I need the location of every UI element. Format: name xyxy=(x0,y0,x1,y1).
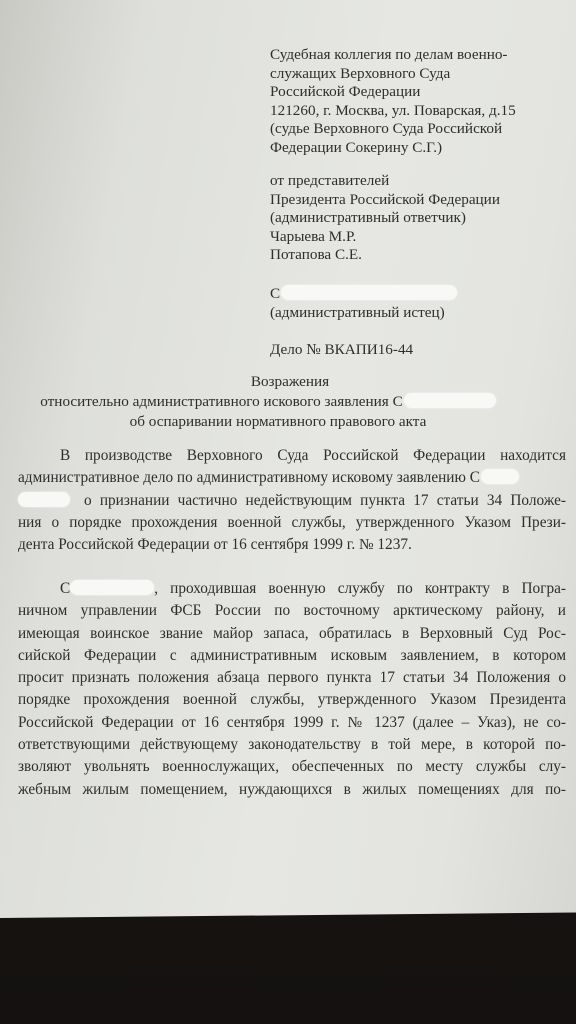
recipient-line: Российской Федерации xyxy=(270,83,421,100)
paragraph-2 xyxy=(18,578,566,801)
text-span: административное дело по административному исковому заявлению С xyxy=(18,469,480,487)
text-line: дента Российской Федерации от 16 сентября 1999 г. № 1237. xyxy=(18,536,412,554)
text-line: Российской Федерации от 16 сентября 1999 г. № 1237 (далее – Указ), не со- xyxy=(18,713,566,731)
text-line xyxy=(18,490,566,512)
text-line: сийской Федерации с административным исковым заявлением, в котором xyxy=(18,646,566,664)
text-line: жебным жилым помещением, нуждающихся в жилых помещениях для по- xyxy=(18,780,566,798)
plaintiff-name-line xyxy=(270,285,570,304)
paragraph-1 xyxy=(18,445,566,556)
text-line: ничном управлении ФСБ России по восточному арктическому району, и xyxy=(18,602,566,620)
text-line xyxy=(18,578,566,600)
sender-block xyxy=(270,172,570,265)
text-line: порядке прохождения военной службы, утвержденного Указом Президента xyxy=(18,691,566,709)
redaction-mark xyxy=(404,393,496,408)
recipient-line: 121260, г. Москва, ул. Поварская, д.15 xyxy=(270,101,516,119)
document-subtitle xyxy=(0,393,556,411)
text-line: просит признать положения абзаца первого пункта 17 статьи 34 Положения о xyxy=(18,669,566,687)
recipient-block xyxy=(270,46,570,157)
text-line: ответствующими действующему законодательству в той мере, в которой по- xyxy=(18,736,566,754)
redaction-mark xyxy=(481,469,519,484)
sender-line: Потапова С.Е. xyxy=(270,246,362,263)
text-line: ния о порядке прохождения военной службы, утвержденного Указом Прези- xyxy=(18,513,566,531)
text-span: , проходившая военную службу по контракту в Погра- xyxy=(154,580,566,597)
sender-line: (административный ответчик) xyxy=(270,209,466,226)
redaction-mark xyxy=(70,580,154,595)
sender-line: Чарыева М.Р. xyxy=(270,227,357,245)
recipient-line: (судье Верховного Суда Российской xyxy=(270,120,503,137)
redaction-mark xyxy=(18,492,70,507)
document-subtitle-line: об оспаривании нормативного правового акта xyxy=(129,413,427,430)
plaintiff-role: (административный истец) xyxy=(270,303,445,321)
plaintiff-block xyxy=(270,285,570,322)
plaintiff-initial: С xyxy=(270,285,281,302)
recipient-line: служащих Верховного Суда xyxy=(270,64,451,82)
text-line xyxy=(18,467,566,489)
subtitle-text: относительно административного искового заявления С xyxy=(40,393,403,410)
case-number: Дело № ВКАПИ16-44 xyxy=(270,341,414,358)
sender-line: Президента Российской Федерации xyxy=(270,190,500,208)
recipient-line: Судебная коллегия по делам военно- xyxy=(270,46,508,63)
recipient-line: Федерации Сокерину С.Г.) xyxy=(270,138,443,156)
text-line: зволяют увольнять военнослужащих, обеспеченных по месту службы слу- xyxy=(18,758,566,776)
text-span: о признании частично недействующим пункта 17 статьи 34 Положе- xyxy=(84,491,566,509)
text-line xyxy=(18,445,566,467)
text-line: имеющая воинское звание майор запаса, обратилась в Верховный Суд Рос- xyxy=(18,624,566,642)
redaction-mark xyxy=(281,285,457,300)
text-span: В производстве Верховного Суда Российской Федерации находится xyxy=(60,447,566,464)
document-title: Возражения xyxy=(250,373,330,390)
text-span: С xyxy=(60,580,71,597)
sender-line: от представителей xyxy=(270,172,390,189)
